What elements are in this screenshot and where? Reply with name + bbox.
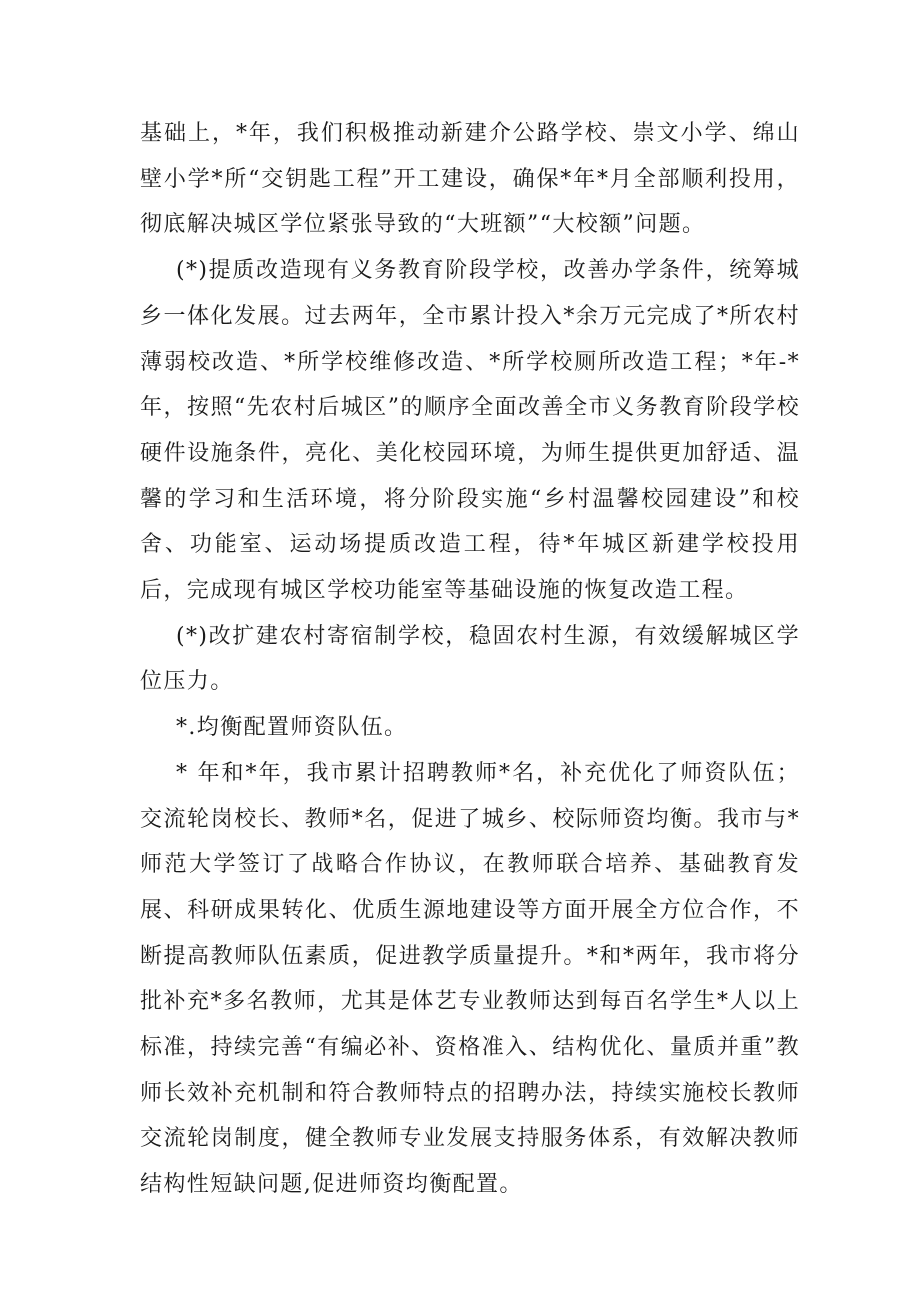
- paragraph-1: 基础上，*年，我们积极推动新建介公路学校、崇文小学、绵山壁小学*所“交钥匙工程”开工建设，确保*年*月全部顺利投用，彻底解决城区学位紧张导致的“大班额”“大校额”问题。: [140, 121, 800, 238]
- section-heading: *.均衡配置师资队伍。: [176, 715, 408, 741]
- paragraph-4: * 年和*年，我市累计招聘教师*名，补充优化了师资队伍；交流轮岗校长、教师*名，促进了城乡、校际师资均衡。我市与*师范大学签订了战略合作协议，在教师联合培养、基础教育发展、科研成果转化、优质生源地建设等方面开展全方位合作，不断提高教师队伍素质，促进教学质量提升。*和*两年，我市将分批补充*多名教师，尤其是体艺专业教师达到每百名学生*人以上标准，持续完善“有编必补、资格准入、结构优化、量质并重”教师长效补充机制和符合教师特点的招聘办法，持续实施校长教师交流轮岗制度，健全教师专业发展支持服务体系，有效解决教师结构性短缺问题,促进师资均衡配置。: [140, 760, 800, 1198]
- document-body: [140, 111, 800, 1208]
- paragraph-2: (*)提质改造现有义务教育阶段学校，改善办学条件，统筹城乡一体化发展。过去两年，全市累计投入*余万元完成了*所农村薄弱校改造、*所学校维修改造、*所学校厕所改造工程；*年-*年，按照“先农村后城区”的顺序全面改善全市义务教育阶段学校硬件设施条件，亮化、美化校园环境，为师生提供更加舒适、温馨的学习和生活环境，将分阶段实施“乡村温馨校园建设”和校舍、功能室、运动场提质改造工程，待*年城区新建学校投用后，完成现有城区学校功能室等基础设施的恢复改造工程。: [140, 258, 800, 604]
- paragraph-3: (*)改扩建农村寄宿制学校，稳固农村生源，有效缓解城区学位压力。: [140, 623, 800, 695]
